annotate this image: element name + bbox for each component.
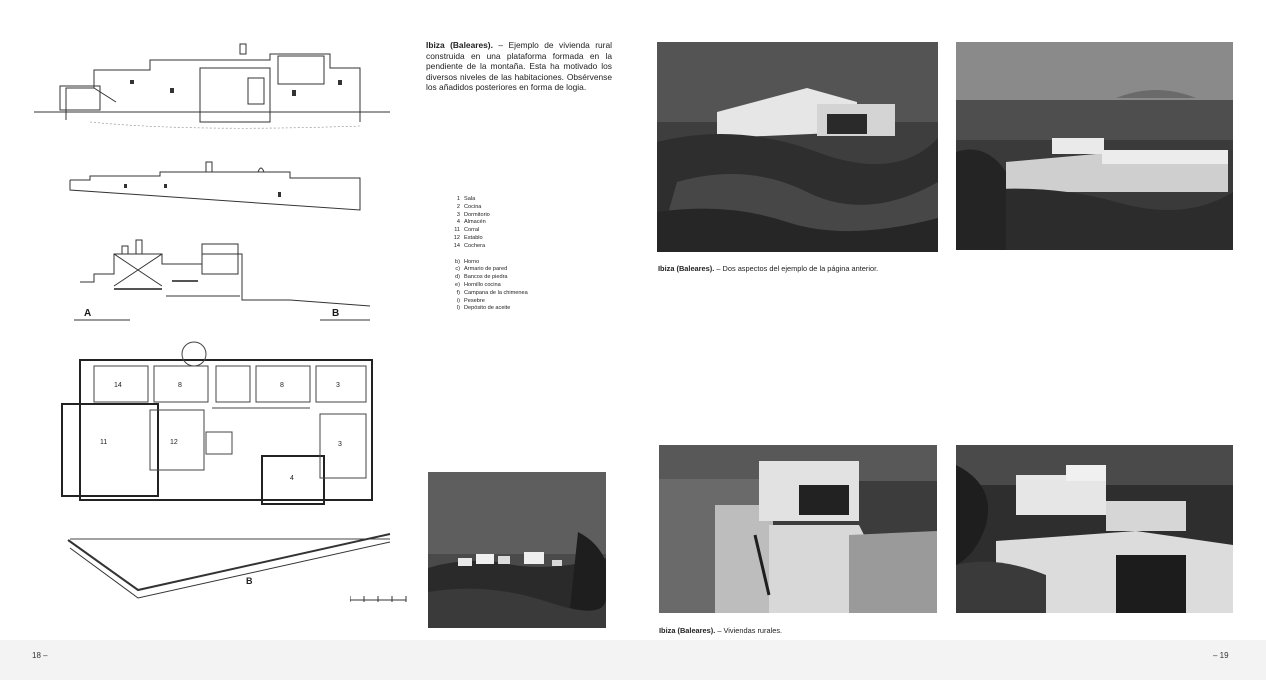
legend-row: 12 Establo [453,234,483,241]
photo-house-hillside [657,42,938,252]
right-page [633,0,1266,680]
legend-row: i) Pesebre [456,297,485,304]
caption-top-right-title: Ibiza (Baleares). [658,264,715,273]
elevation-drawing [30,40,390,130]
legend-row: e) Hornillo cocina [455,281,501,288]
section-drawing [60,150,380,220]
plan-room-14: 14 [114,382,122,389]
section-label-b: B [332,308,340,319]
photo-village-distant [428,472,606,628]
main-caption-title: Ibiza (Baleares). [426,40,493,50]
caption-bottom-right-text: – Viviendas rurales. [715,626,783,635]
legend-row: 1 Sala [456,196,476,202]
plan-label-b: B [246,576,253,586]
legend-row: l) Depósito de aceite [456,305,511,312]
legend-row: b) Horno [455,258,480,265]
plan-room-3a: 3 [336,382,340,389]
legend-row: 14 Cochera [453,242,486,249]
legend-row: f) Campana de la chimenea [456,289,528,296]
plan-room-3b: 3 [338,441,342,448]
page-number-left: 18 – [32,651,48,660]
legend-row: 11 Corral [454,227,480,234]
caption-bottom-right [659,626,782,635]
plan-room-8b: 8 [280,382,284,389]
plan-room-8a: 8 [178,382,182,389]
section-label-a: A [84,308,92,319]
legend-row: d) Bancos de piedra [455,274,508,281]
floor-plan-drawing [50,334,400,604]
caption-top-right-text: – Dos aspectos del ejemplo de la página anterior. [714,264,879,273]
plan-room-11: 11 [100,439,108,446]
legend-row: 2 Cocina [456,203,482,210]
cross-section-drawing [70,236,380,330]
photo-houses-cactus [956,445,1233,613]
caption-top-right [658,264,878,273]
photo-house-wall-ladder [659,445,937,613]
plan-room-12: 12 [170,439,178,446]
legend [450,196,590,313]
legend-row: 4 Almacén [456,219,486,226]
legend-row: 3 Dormitorio [456,211,490,218]
legend-row: c) Armario de pared [455,266,508,273]
photo-house-valley [956,42,1233,250]
caption-bottom-right-title: Ibiza (Baleares). [659,626,716,635]
main-caption [426,40,612,93]
plan-room-4: 4 [290,475,294,482]
page-number-right: – 19 [1213,651,1229,660]
scale-bar [350,594,410,604]
main-caption-text: – Ejemplo de vivienda rural construida en una plataforma formada en la pendiente de la montaña. Esta ha motivado los diversos niveles de las habitaciones. Obsérvense los añadidos posteriores en forma de logia. [426,40,612,93]
